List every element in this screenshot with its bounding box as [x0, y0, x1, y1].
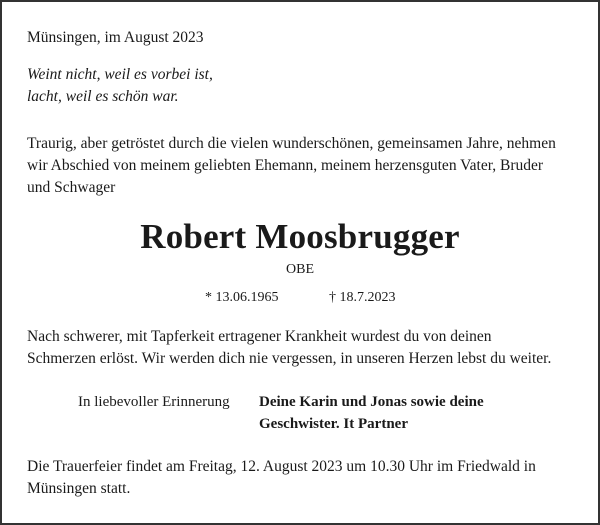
funeral-line: Münsingen statt.: [27, 480, 131, 497]
place-date: Münsingen, im August 2023: [27, 29, 204, 46]
signatory-line: Deine Karin und Jonas sowie deine: [259, 394, 484, 410]
motto-quote: [27, 64, 213, 108]
funeral-line: Die Trauerfeier findet am Freitag, 12. August 2023 um 10.30 Uhr im Friedwald in: [27, 458, 536, 475]
signatory-line: Geschwister. It Partner: [259, 416, 408, 432]
deceased-title: OBE: [286, 262, 314, 277]
birth-date: * 13.06.1965: [205, 290, 279, 305]
funeral-info: [27, 456, 536, 500]
intro-paragraph: [27, 133, 556, 199]
signatories: [259, 391, 484, 435]
motto-line: Weint nicht, weil es vorbei ist,: [27, 66, 213, 83]
intro-line: wir Abschied von meinem geliebten Ehemann, meinem herzensguten Vater, Bruder: [27, 157, 544, 174]
intro-line: Traurig, aber getröstet durch die vielen wunderschönen, gemeinsamen Jahre, nehmen: [27, 135, 556, 152]
message-line: Schmerzen erlöst. Wir werden dich nie vergessen, in unseren Herzen lebst du weiter.: [27, 350, 552, 367]
message-paragraph: [27, 326, 551, 370]
message-line: Nach schwerer, mit Tapferkeit ertragener Krankheit wurdest du von deinen: [27, 328, 492, 345]
intro-line: und Schwager: [27, 179, 116, 196]
death-date: † 18.7.2023: [329, 290, 396, 305]
motto-line: lacht, weil es schön war.: [27, 88, 179, 105]
memory-label: In liebevoller Erinnerung: [78, 394, 230, 410]
deceased-name: Robert Moosbrugger: [140, 217, 460, 256]
